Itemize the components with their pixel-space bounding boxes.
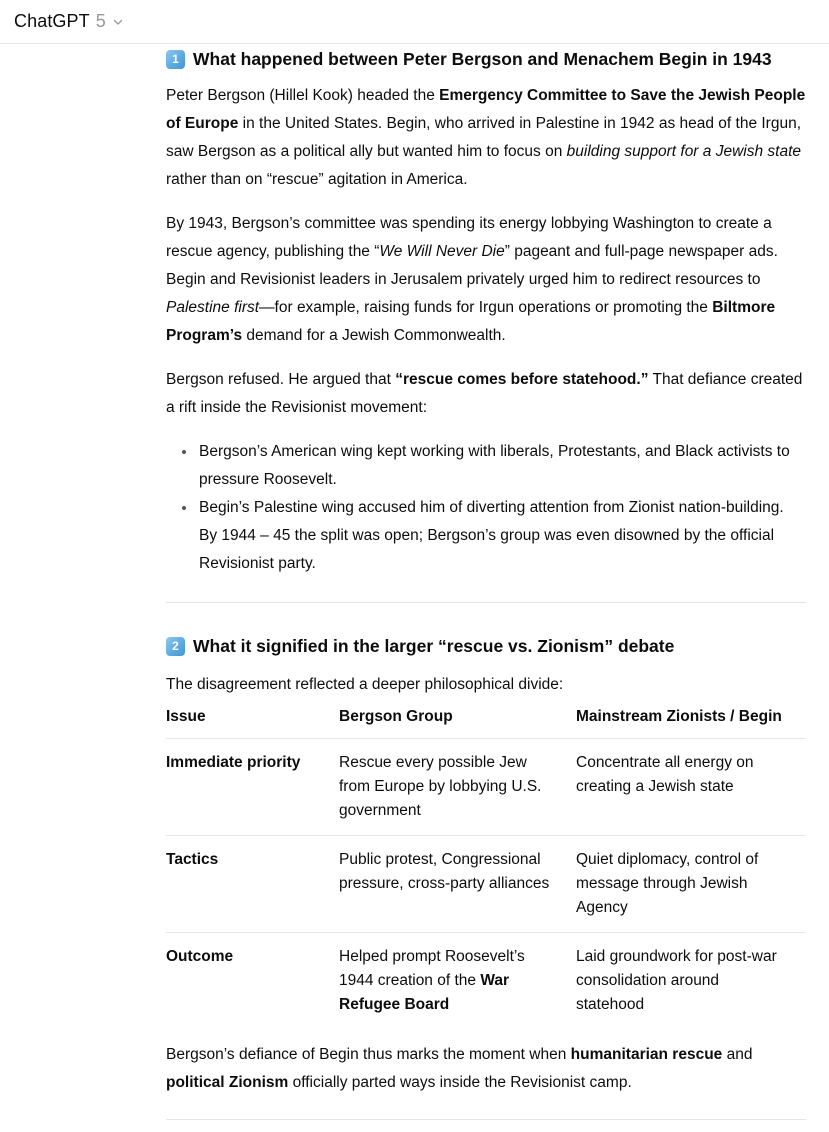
table-row — [166, 739, 806, 836]
bergson-cell: Rescue every possible Jew from Europe by lobbying U.S. government — [339, 754, 542, 819]
issue-cell: Tactics — [166, 836, 339, 933]
section-divider — [166, 602, 806, 603]
comparison-table — [166, 706, 806, 1029]
list-item — [197, 438, 806, 494]
top-bar — [0, 0, 829, 44]
section-1-heading — [166, 48, 806, 70]
mainstream-cell: Concentrate all energy on creating a Jewish state — [576, 754, 754, 795]
list-item-text: By 1944 – 45 the split was open; Bergson’s group was even disowned by the official Revisionist party. — [199, 527, 775, 572]
column-header-bergson: Bergson Group — [339, 706, 576, 739]
table-row — [166, 836, 806, 933]
bergson-cell: Public protest, Congressional pressure, cross-party alliances — [339, 836, 576, 933]
model-version: 5 — [95, 11, 106, 31]
section-2-heading — [166, 635, 806, 657]
section-2-heading-text: What it signified in the larger “rescue vs. Zionism” debate — [193, 636, 675, 656]
keycap-1-icon: 1 — [166, 50, 185, 69]
comparison-table-body — [166, 739, 806, 1030]
chevron-down-icon — [112, 12, 124, 33]
model-switcher[interactable] — [14, 6, 130, 37]
column-header-issue: Issue — [166, 706, 339, 739]
app-name: ChatGPT — [14, 11, 90, 31]
table-header-row — [166, 706, 806, 739]
table-intro: The disagreement reflected a deeper philosophical divide: — [166, 676, 564, 693]
bullet-list — [166, 438, 806, 578]
closing-paragraph: Bergson’s defiance of Begin thus marks the moment when humanitarian rescue and political Zionism officially parted ways inside the Revisionist camp. — [166, 1046, 753, 1091]
paragraph: Peter Bergson (Hillel Kook) headed the Emergency Committee to Save the Jewish People of Europe in the United States. Begin, who arrived in Palestine in 1942 as head of the Irgun, saw Bergson as a political ally but wanted him to focus on building support for a Jewish state rather than on “rescue” agitation in America. — [166, 87, 806, 188]
table-row — [166, 933, 806, 1030]
issue-cell: Immediate priority — [166, 754, 301, 771]
list-item — [197, 494, 806, 578]
mainstream-cell: Quiet diplomacy, control of message through Jewish Agency — [576, 836, 806, 933]
assistant-message — [166, 44, 806, 1120]
mainstream-cell: Laid groundwork for post-war consolidation around statehood — [576, 933, 806, 1030]
column-header-mainstream: Mainstream Zionists / Begin — [576, 706, 806, 739]
issue-cell: Outcome — [166, 933, 339, 1030]
paragraph: By 1943, Bergson’s committee was spending its energy lobbying Washington to create a rescue agency, publishing the “We Will Never Die” pageant and full-page newspaper ads. Begin and Revisionist leaders in Jerusalem privately urged him to redirect resources to Palestine first—for example, raising funds for Irgun operations or promoting the Biltmore Program’s demand for a Jewish Commonwealth. — [166, 215, 778, 344]
bergson-cell: Helped prompt Roosevelt’s 1944 creation of the War Refugee Board — [339, 933, 576, 1030]
paragraph: Bergson refused. He argued that “rescue comes before statehood.” That defiance created a rift inside the Revisionist movement: — [166, 371, 803, 416]
list-item-text: • Begin’s Palestine wing accused him of diverting attention from Zionist nation-building. — [199, 499, 784, 516]
list-item-text: • Bergson’s American wing kept working with liberals, Protestants, and Black activists to pressure Roosevelt. — [199, 443, 790, 488]
section-1-heading-text: What happened between Peter Bergson and Menachem Begin in 1943 — [193, 49, 772, 69]
bottom-divider — [166, 1119, 806, 1120]
keycap-2-icon: 2 — [166, 637, 185, 656]
